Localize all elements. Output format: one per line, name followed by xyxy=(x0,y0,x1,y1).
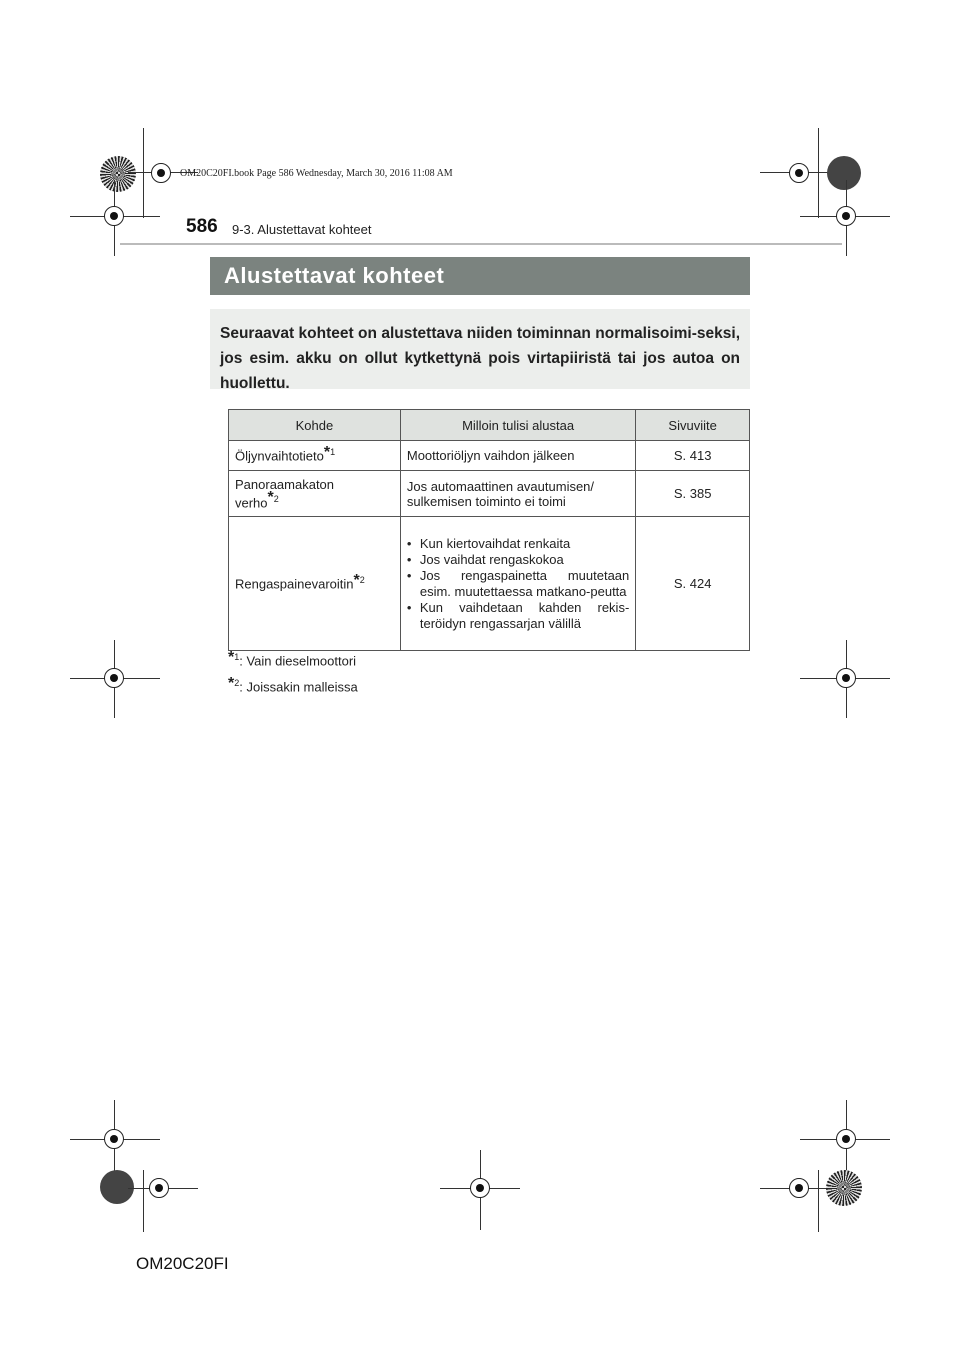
items-table xyxy=(228,409,750,651)
column-header-ref: Sivuviite xyxy=(636,410,750,441)
page-title: Alustettavat kohteet xyxy=(210,257,750,295)
item-name-line: Panoraamakaton xyxy=(235,476,335,492)
registration-target-icon xyxy=(836,668,856,688)
footnote-asterisk: * xyxy=(323,444,331,462)
footnote-asterisk: * xyxy=(353,572,360,590)
list-item: • Kun kiertovaihdat renkaita xyxy=(407,536,629,552)
page-number: 586 xyxy=(186,216,218,237)
registration-target-icon xyxy=(789,1178,809,1198)
registration-target-icon xyxy=(836,206,856,226)
page-reference: S. 413 xyxy=(636,441,750,471)
column-header-item: Kohde xyxy=(229,410,401,441)
footnote-asterisk: * xyxy=(228,649,235,666)
when-cell xyxy=(400,517,635,651)
when-line: Jos automaattinen avautumisen/ xyxy=(406,478,595,494)
table-header-row xyxy=(229,410,750,441)
registration-sunburst-icon xyxy=(100,156,136,192)
footer-code: OM20C20FI xyxy=(136,1254,229,1273)
registration-sunburst-icon xyxy=(827,156,861,190)
footnote-mark: 1 xyxy=(330,447,336,458)
table-row xyxy=(229,471,750,517)
header-rule xyxy=(120,243,842,245)
registration-target-icon xyxy=(149,1178,169,1198)
table-row xyxy=(229,517,750,651)
table-row xyxy=(229,441,750,471)
footnote xyxy=(228,675,358,695)
item-cell xyxy=(229,517,401,651)
registration-target-icon xyxy=(151,163,171,183)
column-header-when: Milloin tulisi alustaa xyxy=(400,410,635,441)
registration-sunburst-icon xyxy=(100,1170,134,1204)
list-item: • Jos vaihdat rengaskokoa xyxy=(407,552,629,568)
footnote-asterisk: * xyxy=(228,675,235,692)
item-name: Öljynvaihtotieto xyxy=(235,448,324,464)
registration-target-icon xyxy=(104,1129,124,1149)
item-cell xyxy=(229,441,401,471)
list-item: • Jos rengaspainetta muutetaan esim. muutettaessa matkano-peutta xyxy=(407,568,629,600)
registration-target-icon xyxy=(789,163,809,183)
when-cell: Moottoriöljyn vaihdon jälkeen xyxy=(400,441,635,471)
footnote-asterisk: * xyxy=(267,488,274,506)
registration-target-icon xyxy=(470,1178,490,1198)
registration-target-icon xyxy=(104,206,124,226)
item-name-line: verho xyxy=(235,495,268,511)
item-cell xyxy=(229,471,401,517)
registration-sunburst-icon xyxy=(826,1170,862,1206)
footnote-text: : Joissakin malleissa xyxy=(239,679,358,695)
footnote-mark: 2 xyxy=(273,493,279,504)
section-title: 9-3. Alustettavat kohteet xyxy=(232,222,372,237)
when-list xyxy=(407,536,629,632)
intro-paragraph: Seuraavat kohteet on alustettava niiden toiminnan normalisoimi-seksi, jos esim. akku on ollut kytkettynä pois virtapiiristä tai jos autoa on huollettu. xyxy=(210,309,750,389)
registration-target-icon xyxy=(104,668,124,688)
registration-target-icon xyxy=(836,1129,856,1149)
list-item: • Kun vaihdetaan kahden rekis-teröidyn rengassarjan välillä xyxy=(407,600,629,632)
item-name: Rengaspainevaroitin xyxy=(235,576,354,592)
footnote xyxy=(228,649,357,669)
when-line: sulkemisen toiminto ei toimi xyxy=(406,493,566,509)
page-reference: S. 385 xyxy=(636,471,750,517)
footnote-text: : Vain dieselmoottori xyxy=(239,653,357,669)
footnote-mark: 2 xyxy=(359,575,365,586)
book-stamp: OM20C20FI.book Page 586 Wednesday, March 30, 2016 11:08 AM xyxy=(180,168,453,179)
when-cell xyxy=(400,471,635,517)
page-reference: S. 424 xyxy=(636,517,750,651)
footnote-mark: 2 xyxy=(234,678,240,688)
footnote-mark: 1 xyxy=(234,652,240,662)
